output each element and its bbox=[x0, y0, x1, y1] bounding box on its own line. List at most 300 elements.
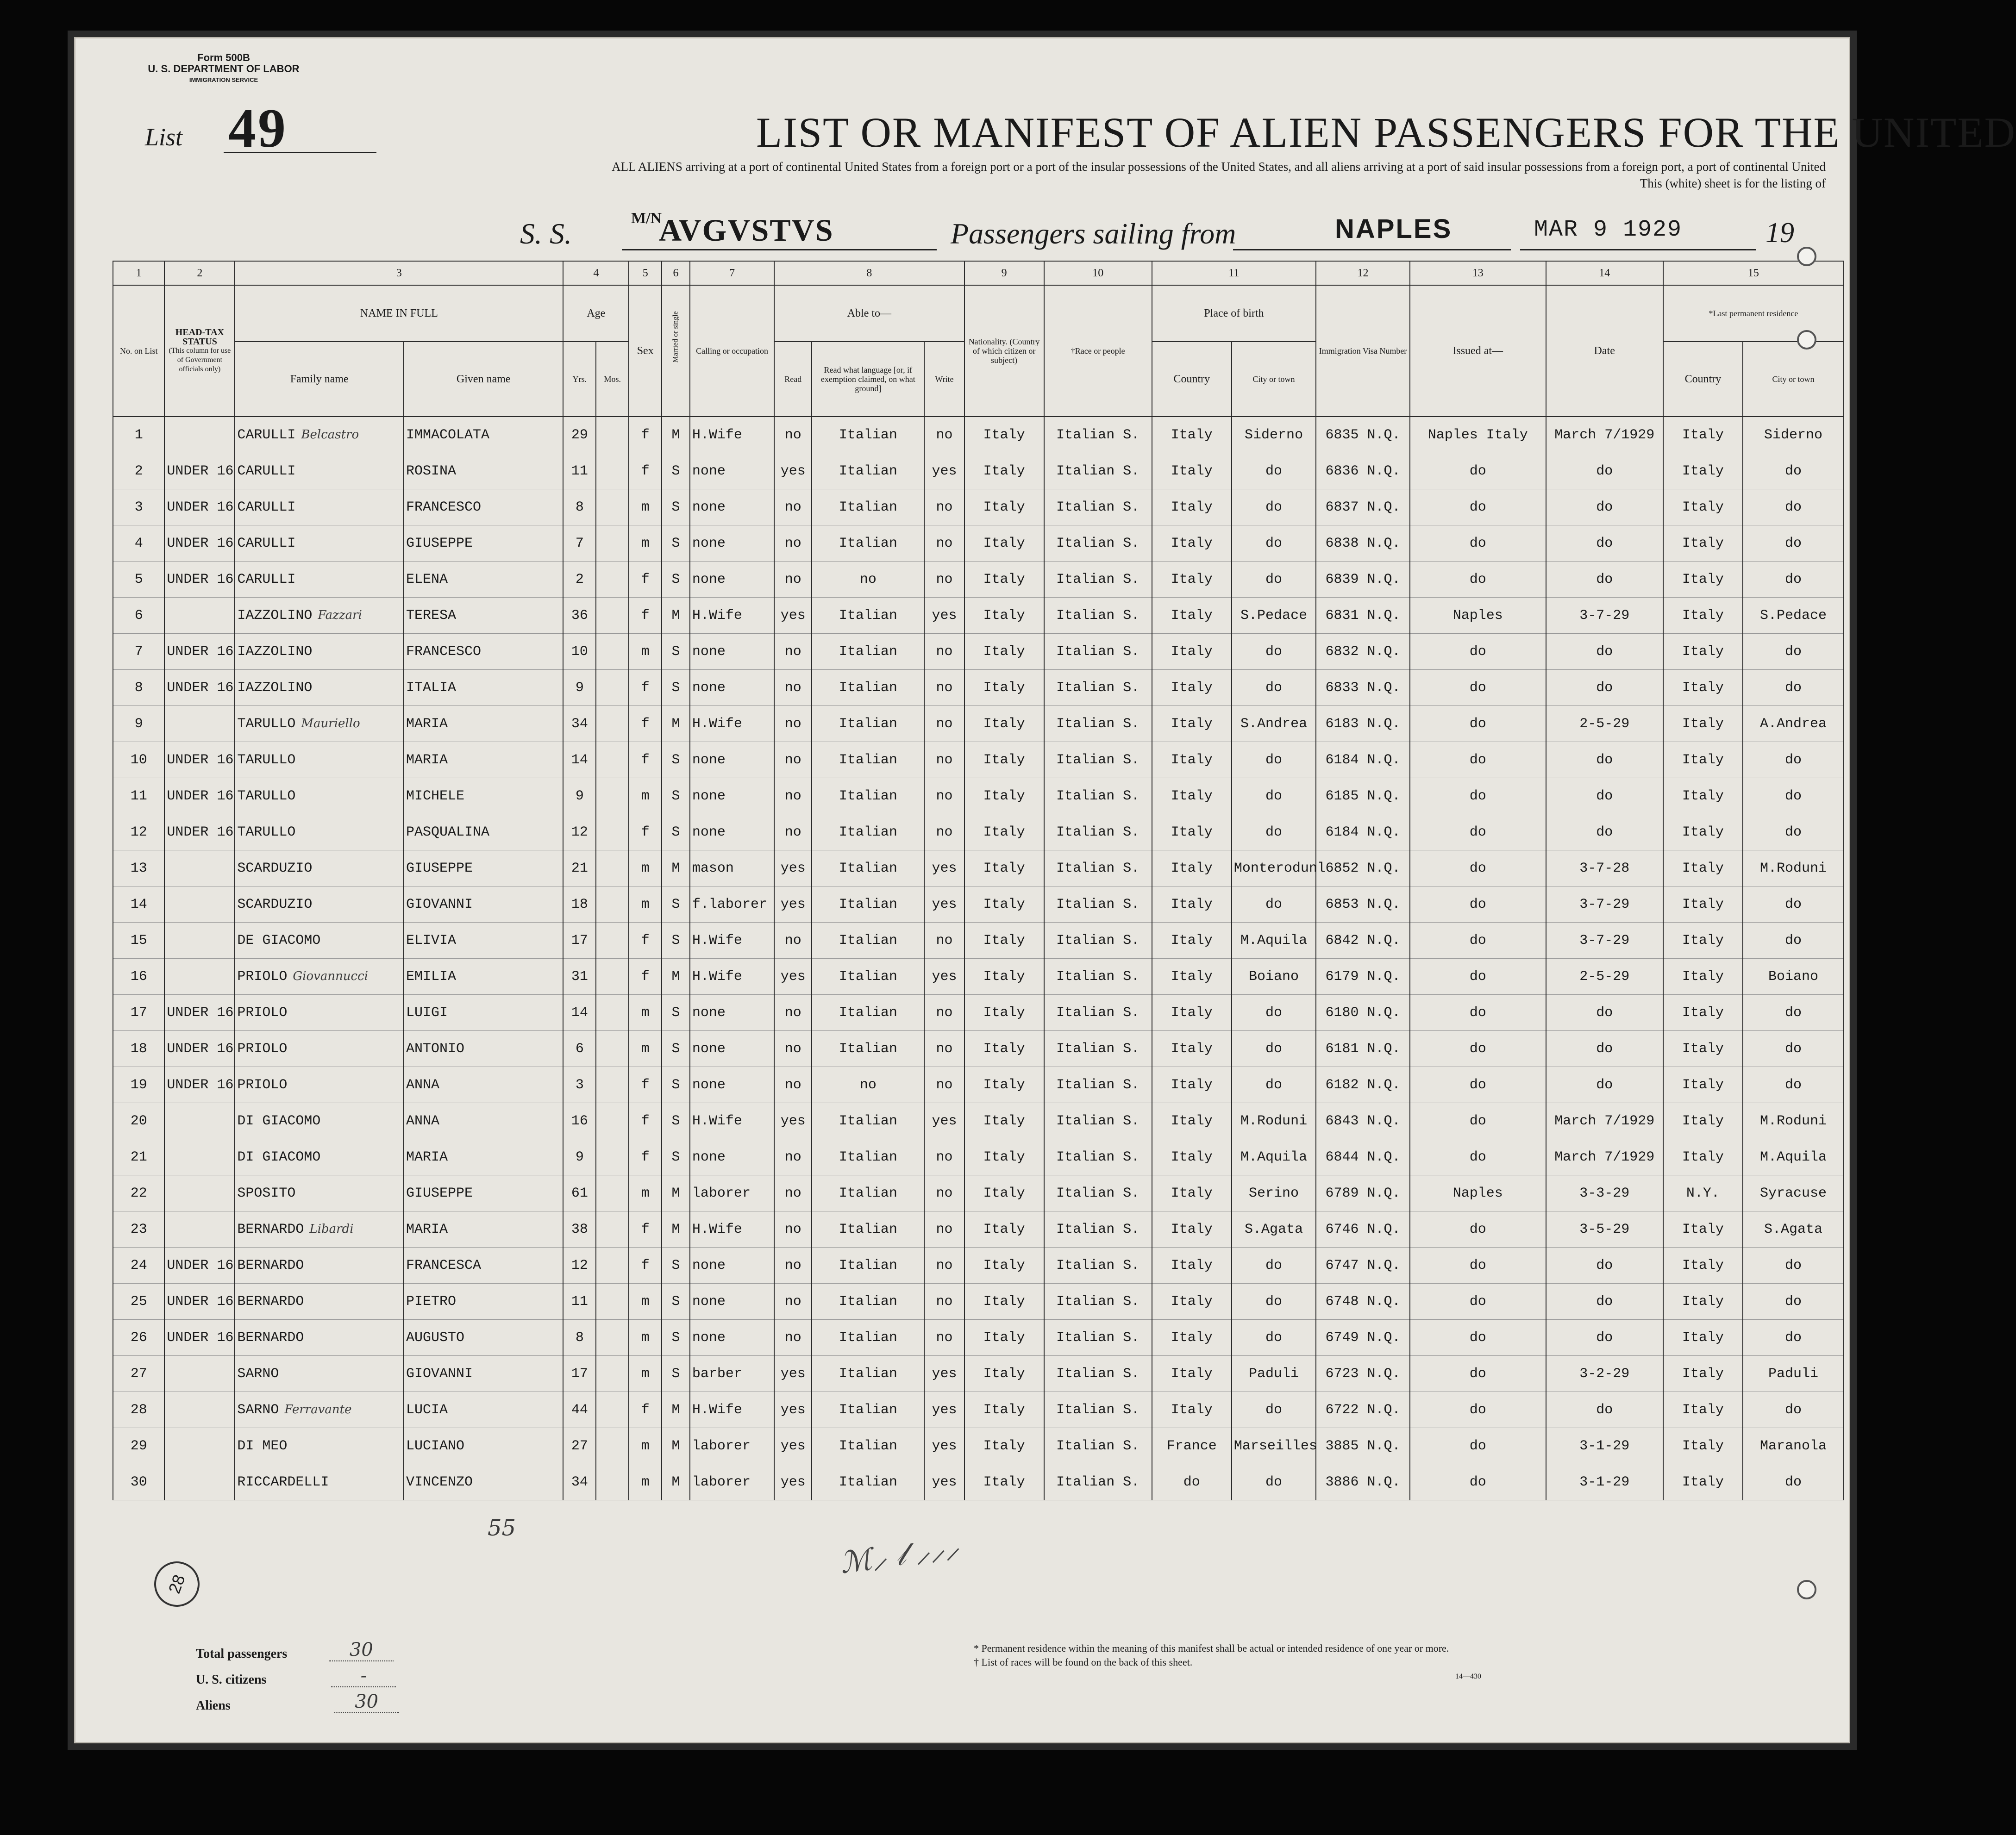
read-language: Italian bbox=[812, 598, 924, 634]
sex: m bbox=[629, 634, 662, 670]
residence-city: M.Aquila bbox=[1743, 1139, 1844, 1175]
head-tax-status: UNDER 16 bbox=[164, 814, 235, 850]
nationality: Italy bbox=[964, 923, 1044, 959]
can-write: no bbox=[924, 525, 964, 562]
race: Italian S. bbox=[1044, 1392, 1152, 1428]
can-write: no bbox=[924, 778, 964, 814]
table-row bbox=[113, 850, 1844, 886]
can-read: no bbox=[774, 1320, 812, 1356]
marital-status: S bbox=[662, 489, 690, 525]
ship-underline bbox=[622, 249, 937, 250]
birth-country: Italy bbox=[1152, 453, 1232, 489]
maiden-name: Belcastro bbox=[301, 427, 359, 442]
header-last-residence: *Last permanent residence bbox=[1663, 285, 1844, 342]
can-read: no bbox=[774, 995, 812, 1031]
age-months bbox=[596, 453, 629, 489]
birth-city: M.Aquila bbox=[1232, 923, 1316, 959]
can-read: no bbox=[774, 778, 812, 814]
marital-status: S bbox=[662, 562, 690, 598]
residence-country: Italy bbox=[1663, 1428, 1743, 1464]
can-write: yes bbox=[924, 453, 964, 489]
race: Italian S. bbox=[1044, 1428, 1152, 1464]
residence-city: do bbox=[1743, 489, 1844, 525]
race: Italian S. bbox=[1044, 1067, 1152, 1103]
given-name: VINCENZO bbox=[404, 1464, 563, 1500]
given-name: GIUSEPPE bbox=[404, 525, 563, 562]
birth-country: Italy bbox=[1152, 850, 1232, 886]
race: Italian S. bbox=[1044, 1320, 1152, 1356]
sex: m bbox=[629, 1428, 662, 1464]
header-head-tax bbox=[164, 285, 235, 417]
birth-country: Italy bbox=[1152, 525, 1232, 562]
age-months bbox=[596, 742, 629, 778]
residence-country: Italy bbox=[1663, 562, 1743, 598]
read-language: Italian bbox=[812, 417, 924, 453]
head-tax-status: UNDER 16 bbox=[164, 1031, 235, 1067]
sex: f bbox=[629, 1211, 662, 1248]
residence-city: do bbox=[1743, 1284, 1844, 1320]
read-language: Italian bbox=[812, 1211, 924, 1248]
nationality: Italy bbox=[964, 1031, 1044, 1067]
binder-hole bbox=[1797, 330, 1816, 350]
given-name: ANTONIO bbox=[404, 1031, 563, 1067]
head-tax-status bbox=[164, 1392, 235, 1428]
given-name: PASQUALINA bbox=[404, 814, 563, 850]
issued-at: do bbox=[1410, 995, 1546, 1031]
table-row bbox=[113, 1139, 1844, 1175]
birth-country: Italy bbox=[1152, 1031, 1232, 1067]
form-header bbox=[136, 52, 312, 86]
given-name: GIUSEPPE bbox=[404, 850, 563, 886]
can-write: yes bbox=[924, 1103, 964, 1139]
visa-number: 6844 N.Q. bbox=[1316, 1139, 1410, 1175]
read-language: Italian bbox=[812, 706, 924, 742]
can-write: no bbox=[924, 1139, 964, 1175]
head-tax-status bbox=[164, 1356, 235, 1392]
residence-city: do bbox=[1743, 1067, 1844, 1103]
marital-status: M bbox=[662, 1428, 690, 1464]
table-row bbox=[113, 923, 1844, 959]
age-years: 16 bbox=[563, 1103, 596, 1139]
row-number: 27 bbox=[113, 1356, 164, 1392]
given-name: GIUSEPPE bbox=[404, 1175, 563, 1211]
issued-at: do bbox=[1410, 453, 1546, 489]
age-months bbox=[596, 1139, 629, 1175]
marital-status: M bbox=[662, 598, 690, 634]
visa-date: do bbox=[1546, 525, 1663, 562]
residence-city: do bbox=[1743, 1248, 1844, 1284]
issued-at: do bbox=[1410, 1428, 1546, 1464]
residence-city: Syracuse bbox=[1743, 1175, 1844, 1211]
col-number: 15 bbox=[1663, 261, 1844, 285]
issued-at: do bbox=[1410, 706, 1546, 742]
residence-city: do bbox=[1743, 995, 1844, 1031]
read-language: Italian bbox=[812, 1464, 924, 1500]
table-row bbox=[113, 1211, 1844, 1248]
can-read: yes bbox=[774, 1428, 812, 1464]
birth-country: Italy bbox=[1152, 1248, 1232, 1284]
table-row bbox=[113, 525, 1844, 562]
can-write: yes bbox=[924, 850, 964, 886]
sex: m bbox=[629, 1464, 662, 1500]
visa-number: 6723 N.Q. bbox=[1316, 1356, 1410, 1392]
birth-country: Italy bbox=[1152, 1284, 1232, 1320]
visa-date: March 7/1929 bbox=[1546, 417, 1663, 453]
can-read: no bbox=[774, 1284, 812, 1320]
birth-country: Italy bbox=[1152, 1211, 1232, 1248]
table-row bbox=[113, 814, 1844, 850]
col-number: 3 bbox=[235, 261, 563, 285]
total-passengers-label: Total passengers bbox=[196, 1647, 288, 1661]
head-tax-status bbox=[164, 1464, 235, 1500]
family-name: SCARDUZIO bbox=[235, 886, 404, 923]
age-years: 34 bbox=[563, 1464, 596, 1500]
visa-date: 3-1-29 bbox=[1546, 1428, 1663, 1464]
marital-status: S bbox=[662, 634, 690, 670]
residence-city: S.Pedace bbox=[1743, 598, 1844, 634]
sex: m bbox=[629, 1284, 662, 1320]
birth-city: do bbox=[1232, 1031, 1316, 1067]
head-tax-status bbox=[164, 850, 235, 886]
family-name: CARULLI bbox=[235, 562, 404, 598]
col-number: 12 bbox=[1316, 261, 1410, 285]
issued-at: do bbox=[1410, 1031, 1546, 1067]
visa-number: 6180 N.Q. bbox=[1316, 995, 1410, 1031]
birth-country: Italy bbox=[1152, 562, 1232, 598]
head-tax-status bbox=[164, 886, 235, 923]
occupation: mason bbox=[690, 850, 774, 886]
family-name: DI MEO bbox=[235, 1428, 404, 1464]
read-language: Italian bbox=[812, 1139, 924, 1175]
birth-country: France bbox=[1152, 1428, 1232, 1464]
family-name: RICCARDELLI bbox=[235, 1464, 404, 1500]
read-language: Italian bbox=[812, 850, 924, 886]
row-number: 17 bbox=[113, 995, 164, 1031]
table-row bbox=[113, 489, 1844, 525]
marital-status: M bbox=[662, 417, 690, 453]
can-read: no bbox=[774, 489, 812, 525]
read-language: Italian bbox=[812, 995, 924, 1031]
sex: m bbox=[629, 1031, 662, 1067]
read-language: Italian bbox=[812, 886, 924, 923]
issued-at: do bbox=[1410, 1139, 1546, 1175]
nationality: Italy bbox=[964, 1320, 1044, 1356]
birth-country: Italy bbox=[1152, 923, 1232, 959]
marital-status: S bbox=[662, 886, 690, 923]
form-number: Form 500B bbox=[197, 52, 250, 63]
head-tax-status: UNDER 16 bbox=[164, 778, 235, 814]
issued-at: do bbox=[1410, 525, 1546, 562]
residence-country: Italy bbox=[1663, 1392, 1743, 1428]
residence-country: Italy bbox=[1663, 1031, 1743, 1067]
family-name: SPOSITO bbox=[235, 1175, 404, 1211]
header-family-name: Family name bbox=[235, 342, 404, 417]
can-write: yes bbox=[924, 1464, 964, 1500]
birth-country: Italy bbox=[1152, 598, 1232, 634]
residence-country: Italy bbox=[1663, 742, 1743, 778]
birth-country: do bbox=[1152, 1464, 1232, 1500]
birth-city: do bbox=[1232, 1464, 1316, 1500]
family-name bbox=[235, 598, 404, 634]
married-label: Married or single bbox=[671, 311, 680, 363]
sex: f bbox=[629, 959, 662, 995]
can-read: no bbox=[774, 1248, 812, 1284]
age-months bbox=[596, 1211, 629, 1248]
marital-status: M bbox=[662, 706, 690, 742]
birth-city: Paduli bbox=[1232, 1356, 1316, 1392]
table-row bbox=[113, 1392, 1844, 1428]
residence-country: Italy bbox=[1663, 634, 1743, 670]
given-name: MARIA bbox=[404, 1211, 563, 1248]
residence-country: Italy bbox=[1663, 489, 1743, 525]
head-tax-status: UNDER 16 bbox=[164, 1067, 235, 1103]
row-number: 8 bbox=[113, 670, 164, 706]
sex: f bbox=[629, 417, 662, 453]
given-name: ROSINA bbox=[404, 453, 563, 489]
age-months bbox=[596, 634, 629, 670]
row-number: 7 bbox=[113, 634, 164, 670]
row-number: 23 bbox=[113, 1211, 164, 1248]
nationality: Italy bbox=[964, 742, 1044, 778]
residence-city: do bbox=[1743, 1464, 1844, 1500]
visa-date: do bbox=[1546, 1067, 1663, 1103]
visa-date: do bbox=[1546, 1248, 1663, 1284]
head-tax-status bbox=[164, 1103, 235, 1139]
visa-number: 6182 N.Q. bbox=[1316, 1067, 1410, 1103]
marital-status: M bbox=[662, 850, 690, 886]
residence-city: do bbox=[1743, 814, 1844, 850]
birth-country: Italy bbox=[1152, 1139, 1232, 1175]
read-language: Italian bbox=[812, 1428, 924, 1464]
family-name-text: PRIOLO bbox=[237, 968, 288, 985]
read-language: Italian bbox=[812, 525, 924, 562]
citizens-label: U. S. citizens bbox=[196, 1673, 267, 1687]
header-birth-country: Country bbox=[1152, 342, 1232, 417]
birth-country: Italy bbox=[1152, 742, 1232, 778]
binder-hole bbox=[1797, 247, 1816, 266]
birth-city: do bbox=[1232, 489, 1316, 525]
age-years: 31 bbox=[563, 959, 596, 995]
birth-country: Italy bbox=[1152, 1175, 1232, 1211]
row-number: 28 bbox=[113, 1392, 164, 1428]
occupation: none bbox=[690, 670, 774, 706]
occupation: none bbox=[690, 1320, 774, 1356]
given-name: FRANCESCO bbox=[404, 489, 563, 525]
race: Italian S. bbox=[1044, 1031, 1152, 1067]
given-name: AUGUSTO bbox=[404, 1320, 563, 1356]
residence-city: do bbox=[1743, 1320, 1844, 1356]
age-months bbox=[596, 778, 629, 814]
sex: m bbox=[629, 1175, 662, 1211]
visa-date: 3-7-29 bbox=[1546, 923, 1663, 959]
read-language: Italian bbox=[812, 814, 924, 850]
aliens-value: 30 bbox=[334, 1691, 399, 1713]
residence-city: Siderno bbox=[1743, 417, 1844, 453]
residence-country: Italy bbox=[1663, 1284, 1743, 1320]
age-years: 29 bbox=[563, 417, 596, 453]
visa-date: do bbox=[1546, 634, 1663, 670]
birth-city: S.Andrea bbox=[1232, 706, 1316, 742]
race: Italian S. bbox=[1044, 489, 1152, 525]
departure-port: NAPLES bbox=[1335, 214, 1453, 244]
nationality: Italy bbox=[964, 706, 1044, 742]
visa-date: do bbox=[1546, 1031, 1663, 1067]
can-read: yes bbox=[774, 1392, 812, 1428]
birth-country: Italy bbox=[1152, 634, 1232, 670]
can-write: yes bbox=[924, 1356, 964, 1392]
visa-number: 6853 N.Q. bbox=[1316, 886, 1410, 923]
table-row bbox=[113, 886, 1844, 923]
can-read: no bbox=[774, 706, 812, 742]
row-number: 3 bbox=[113, 489, 164, 525]
age-years: 11 bbox=[563, 453, 596, 489]
nationality: Italy bbox=[964, 814, 1044, 850]
age-months bbox=[596, 1320, 629, 1356]
service-name: IMMIGRATION SERVICE bbox=[189, 76, 258, 83]
nationality: Italy bbox=[964, 1139, 1044, 1175]
can-read: no bbox=[774, 562, 812, 598]
age-years: 6 bbox=[563, 1031, 596, 1067]
birth-city: do bbox=[1232, 742, 1316, 778]
birth-country: Italy bbox=[1152, 670, 1232, 706]
age-years: 14 bbox=[563, 742, 596, 778]
can-write: no bbox=[924, 1284, 964, 1320]
residence-country: Italy bbox=[1663, 959, 1743, 995]
issued-at: do bbox=[1410, 634, 1546, 670]
family-name: DI GIACOMO bbox=[235, 1103, 404, 1139]
birth-city: S.Agata bbox=[1232, 1211, 1316, 1248]
read-language: Italian bbox=[812, 1284, 924, 1320]
issued-at: do bbox=[1410, 1067, 1546, 1103]
visa-number: 6184 N.Q. bbox=[1316, 742, 1410, 778]
read-language: Italian bbox=[812, 489, 924, 525]
occupation: laborer bbox=[690, 1428, 774, 1464]
nationality: Italy bbox=[964, 1067, 1044, 1103]
family-name bbox=[235, 1211, 404, 1248]
col-number: 13 bbox=[1410, 261, 1546, 285]
read-language: Italian bbox=[812, 923, 924, 959]
occupation: none bbox=[690, 489, 774, 525]
family-name bbox=[235, 1392, 404, 1428]
residence-city: do bbox=[1743, 742, 1844, 778]
birth-city: Marseilles bbox=[1232, 1428, 1316, 1464]
visa-date: March 7/1929 bbox=[1546, 1103, 1663, 1139]
table-row bbox=[113, 1067, 1844, 1103]
head-tax-status bbox=[164, 959, 235, 995]
header-row-main bbox=[113, 285, 1844, 342]
header-read-language: Read what language [or, if exemption claimed, on what ground] bbox=[812, 342, 924, 417]
residence-city: do bbox=[1743, 562, 1844, 598]
birth-country: Italy bbox=[1152, 995, 1232, 1031]
issued-at: do bbox=[1410, 923, 1546, 959]
row-number: 26 bbox=[113, 1320, 164, 1356]
occupation: none bbox=[690, 634, 774, 670]
visa-number: 6183 N.Q. bbox=[1316, 706, 1410, 742]
table-row bbox=[113, 1103, 1844, 1139]
head-tax-status bbox=[164, 923, 235, 959]
birth-country: Italy bbox=[1152, 1103, 1232, 1139]
nationality: Italy bbox=[964, 453, 1044, 489]
given-name: LUCIA bbox=[404, 1392, 563, 1428]
visa-number: 6185 N.Q. bbox=[1316, 778, 1410, 814]
table-row bbox=[113, 706, 1844, 742]
col-number: 11 bbox=[1152, 261, 1316, 285]
row-number: 25 bbox=[113, 1284, 164, 1320]
birth-country: Italy bbox=[1152, 778, 1232, 814]
head-tax-status: UNDER 16 bbox=[164, 1248, 235, 1284]
sex: f bbox=[629, 1392, 662, 1428]
can-write: no bbox=[924, 634, 964, 670]
race: Italian S. bbox=[1044, 959, 1152, 995]
family-name: DI GIACOMO bbox=[235, 1139, 404, 1175]
issued-at: do bbox=[1410, 850, 1546, 886]
form-code: 14—430 bbox=[1455, 1673, 1481, 1680]
aliens-label: Aliens bbox=[196, 1698, 231, 1713]
birth-country: Italy bbox=[1152, 1356, 1232, 1392]
birth-city: do bbox=[1232, 1284, 1316, 1320]
residence-city: S.Agata bbox=[1743, 1211, 1844, 1248]
table-row bbox=[113, 1356, 1844, 1392]
head-tax-status bbox=[164, 1139, 235, 1175]
can-read: no bbox=[774, 814, 812, 850]
race: Italian S. bbox=[1044, 634, 1152, 670]
birth-city: do bbox=[1232, 886, 1316, 923]
occupation: none bbox=[690, 995, 774, 1031]
visa-date: do bbox=[1546, 453, 1663, 489]
issued-at: do bbox=[1410, 742, 1546, 778]
year-label: 19 bbox=[1766, 217, 1794, 249]
issued-at: do bbox=[1410, 886, 1546, 923]
race: Italian S. bbox=[1044, 562, 1152, 598]
age-months bbox=[596, 562, 629, 598]
visa-date: 2-5-29 bbox=[1546, 959, 1663, 995]
residence-city: do bbox=[1743, 453, 1844, 489]
head-tax-note: (This column for use of Government officials only) bbox=[169, 347, 231, 373]
family-name: TARULLO bbox=[235, 742, 404, 778]
col-number: 2 bbox=[164, 261, 235, 285]
visa-date: 3-1-29 bbox=[1546, 1464, 1663, 1500]
age-years: 36 bbox=[563, 598, 596, 634]
nationality: Italy bbox=[964, 1175, 1044, 1211]
residence-country: N.Y. bbox=[1663, 1175, 1743, 1211]
marital-status: S bbox=[662, 453, 690, 489]
col-number: 1 bbox=[113, 261, 164, 285]
family-name: PRIOLO bbox=[235, 995, 404, 1031]
family-name: SARNO bbox=[235, 1356, 404, 1392]
row-number: 10 bbox=[113, 742, 164, 778]
residence-country: Italy bbox=[1663, 814, 1743, 850]
age-years: 7 bbox=[563, 525, 596, 562]
read-language: Italian bbox=[812, 1356, 924, 1392]
birth-city: do bbox=[1232, 1392, 1316, 1428]
age-months bbox=[596, 1428, 629, 1464]
residence-country: Italy bbox=[1663, 1211, 1743, 1248]
race: Italian S. bbox=[1044, 742, 1152, 778]
visa-date: 3-7-29 bbox=[1546, 886, 1663, 923]
marital-status: S bbox=[662, 1320, 690, 1356]
family-name-text: TARULLO bbox=[237, 716, 296, 732]
can-read: no bbox=[774, 525, 812, 562]
birth-country: Italy bbox=[1152, 886, 1232, 923]
row-number: 18 bbox=[113, 1031, 164, 1067]
header-issued-at: Issued at— bbox=[1410, 285, 1546, 417]
can-read: no bbox=[774, 1031, 812, 1067]
visa-date: do bbox=[1546, 562, 1663, 598]
sex: f bbox=[629, 706, 662, 742]
marital-status: S bbox=[662, 525, 690, 562]
age-months bbox=[596, 1103, 629, 1139]
family-name: TARULLO bbox=[235, 814, 404, 850]
